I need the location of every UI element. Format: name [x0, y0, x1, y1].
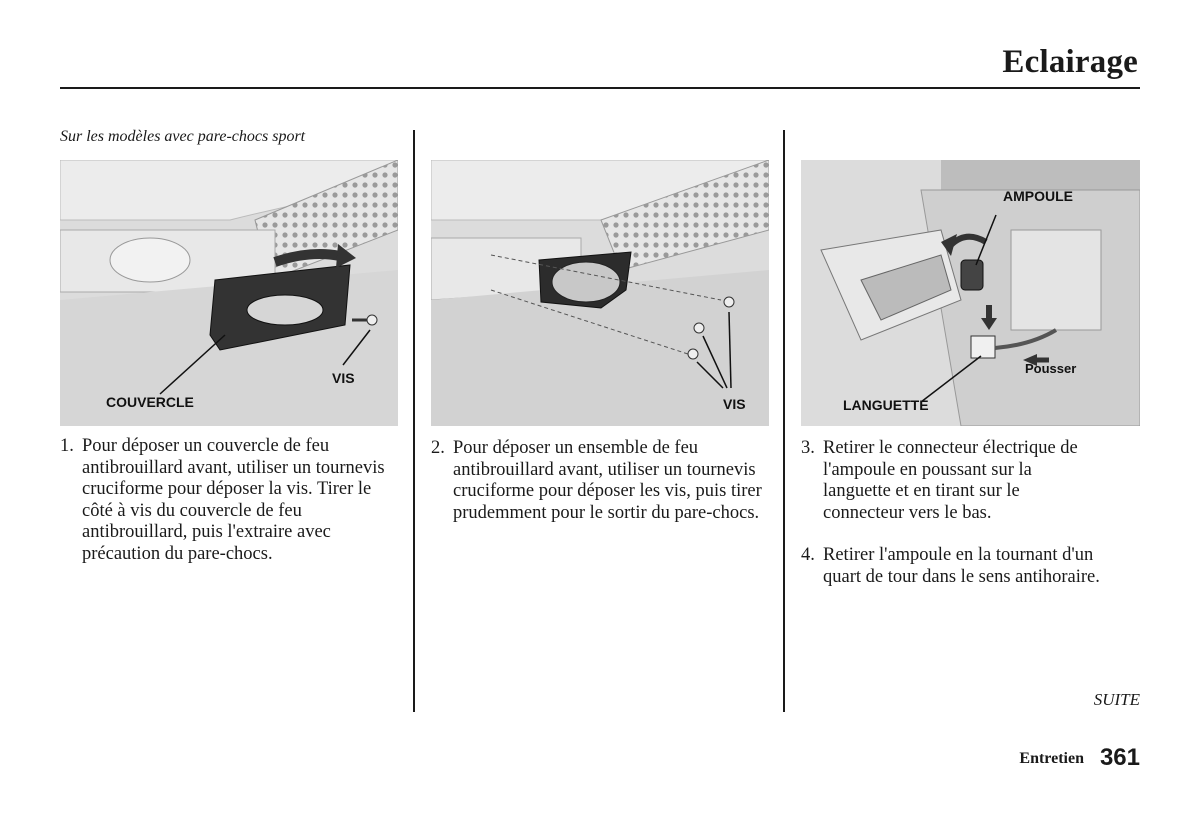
label-ampoule: AMPOULE: [1003, 188, 1073, 204]
page-number: 361: [1099, 744, 1140, 771]
cover-removal-illustration: [60, 160, 398, 426]
step-number: 1.: [60, 436, 74, 456]
page-title: Eclairage: [1002, 44, 1138, 80]
label-vis: VIS: [723, 396, 746, 412]
model-note: Sur les modèles avec pare-chocs sport: [60, 128, 306, 145]
step-number: 3.: [801, 438, 815, 458]
label-vis: VIS: [332, 370, 355, 386]
step-text: Pour déposer un ensemble de feu antibrouillard avant, utiliser un tournevis cruciforme pour déposer les vis, puis tirer prudemment pour le sortir du pare-chocs.: [453, 438, 762, 523]
continued-label: SUITE: [1093, 690, 1140, 709]
label-pousser: Pousser: [1025, 361, 1077, 376]
figure-bulb-removal: [801, 160, 1140, 426]
step-text: Retirer l'ampoule en la tournant d'un quart de tour dans le sens antihoraire.: [823, 545, 1100, 587]
step-number: 4.: [801, 545, 815, 565]
step-text: Retirer le connecteur électrique de l'ampoule en poussant sur la languette et en tirant sur le connecteur vers le bas.: [823, 438, 1078, 523]
step-number: 2.: [431, 438, 445, 458]
label-couvercle: COUVERCLE: [106, 394, 194, 410]
label-languette: LANGUETTE: [843, 397, 929, 413]
column-divider-1: [413, 130, 415, 712]
assembly-removal-illustration: [431, 160, 769, 426]
figure-assembly-removal: [431, 160, 769, 426]
header-rule: [60, 87, 1140, 89]
step-2: [431, 438, 771, 524]
step-1: [60, 436, 400, 565]
step-3: [801, 438, 1101, 524]
step-text: Pour déposer un couvercle de feu antibrouillard avant, utiliser un tournevis cruciforme pour déposer la vis. Tirer le côté à vis du couvercle de feu antibrouillard, puis l'extraire avec précaution du pare-chocs.: [82, 436, 385, 564]
step-4: [801, 545, 1101, 588]
bulb-removal-illustration: [801, 160, 1140, 426]
column-divider-2: [783, 130, 785, 712]
footer-section: Entretien: [1019, 750, 1084, 767]
figure-cover-removal: [60, 160, 398, 426]
